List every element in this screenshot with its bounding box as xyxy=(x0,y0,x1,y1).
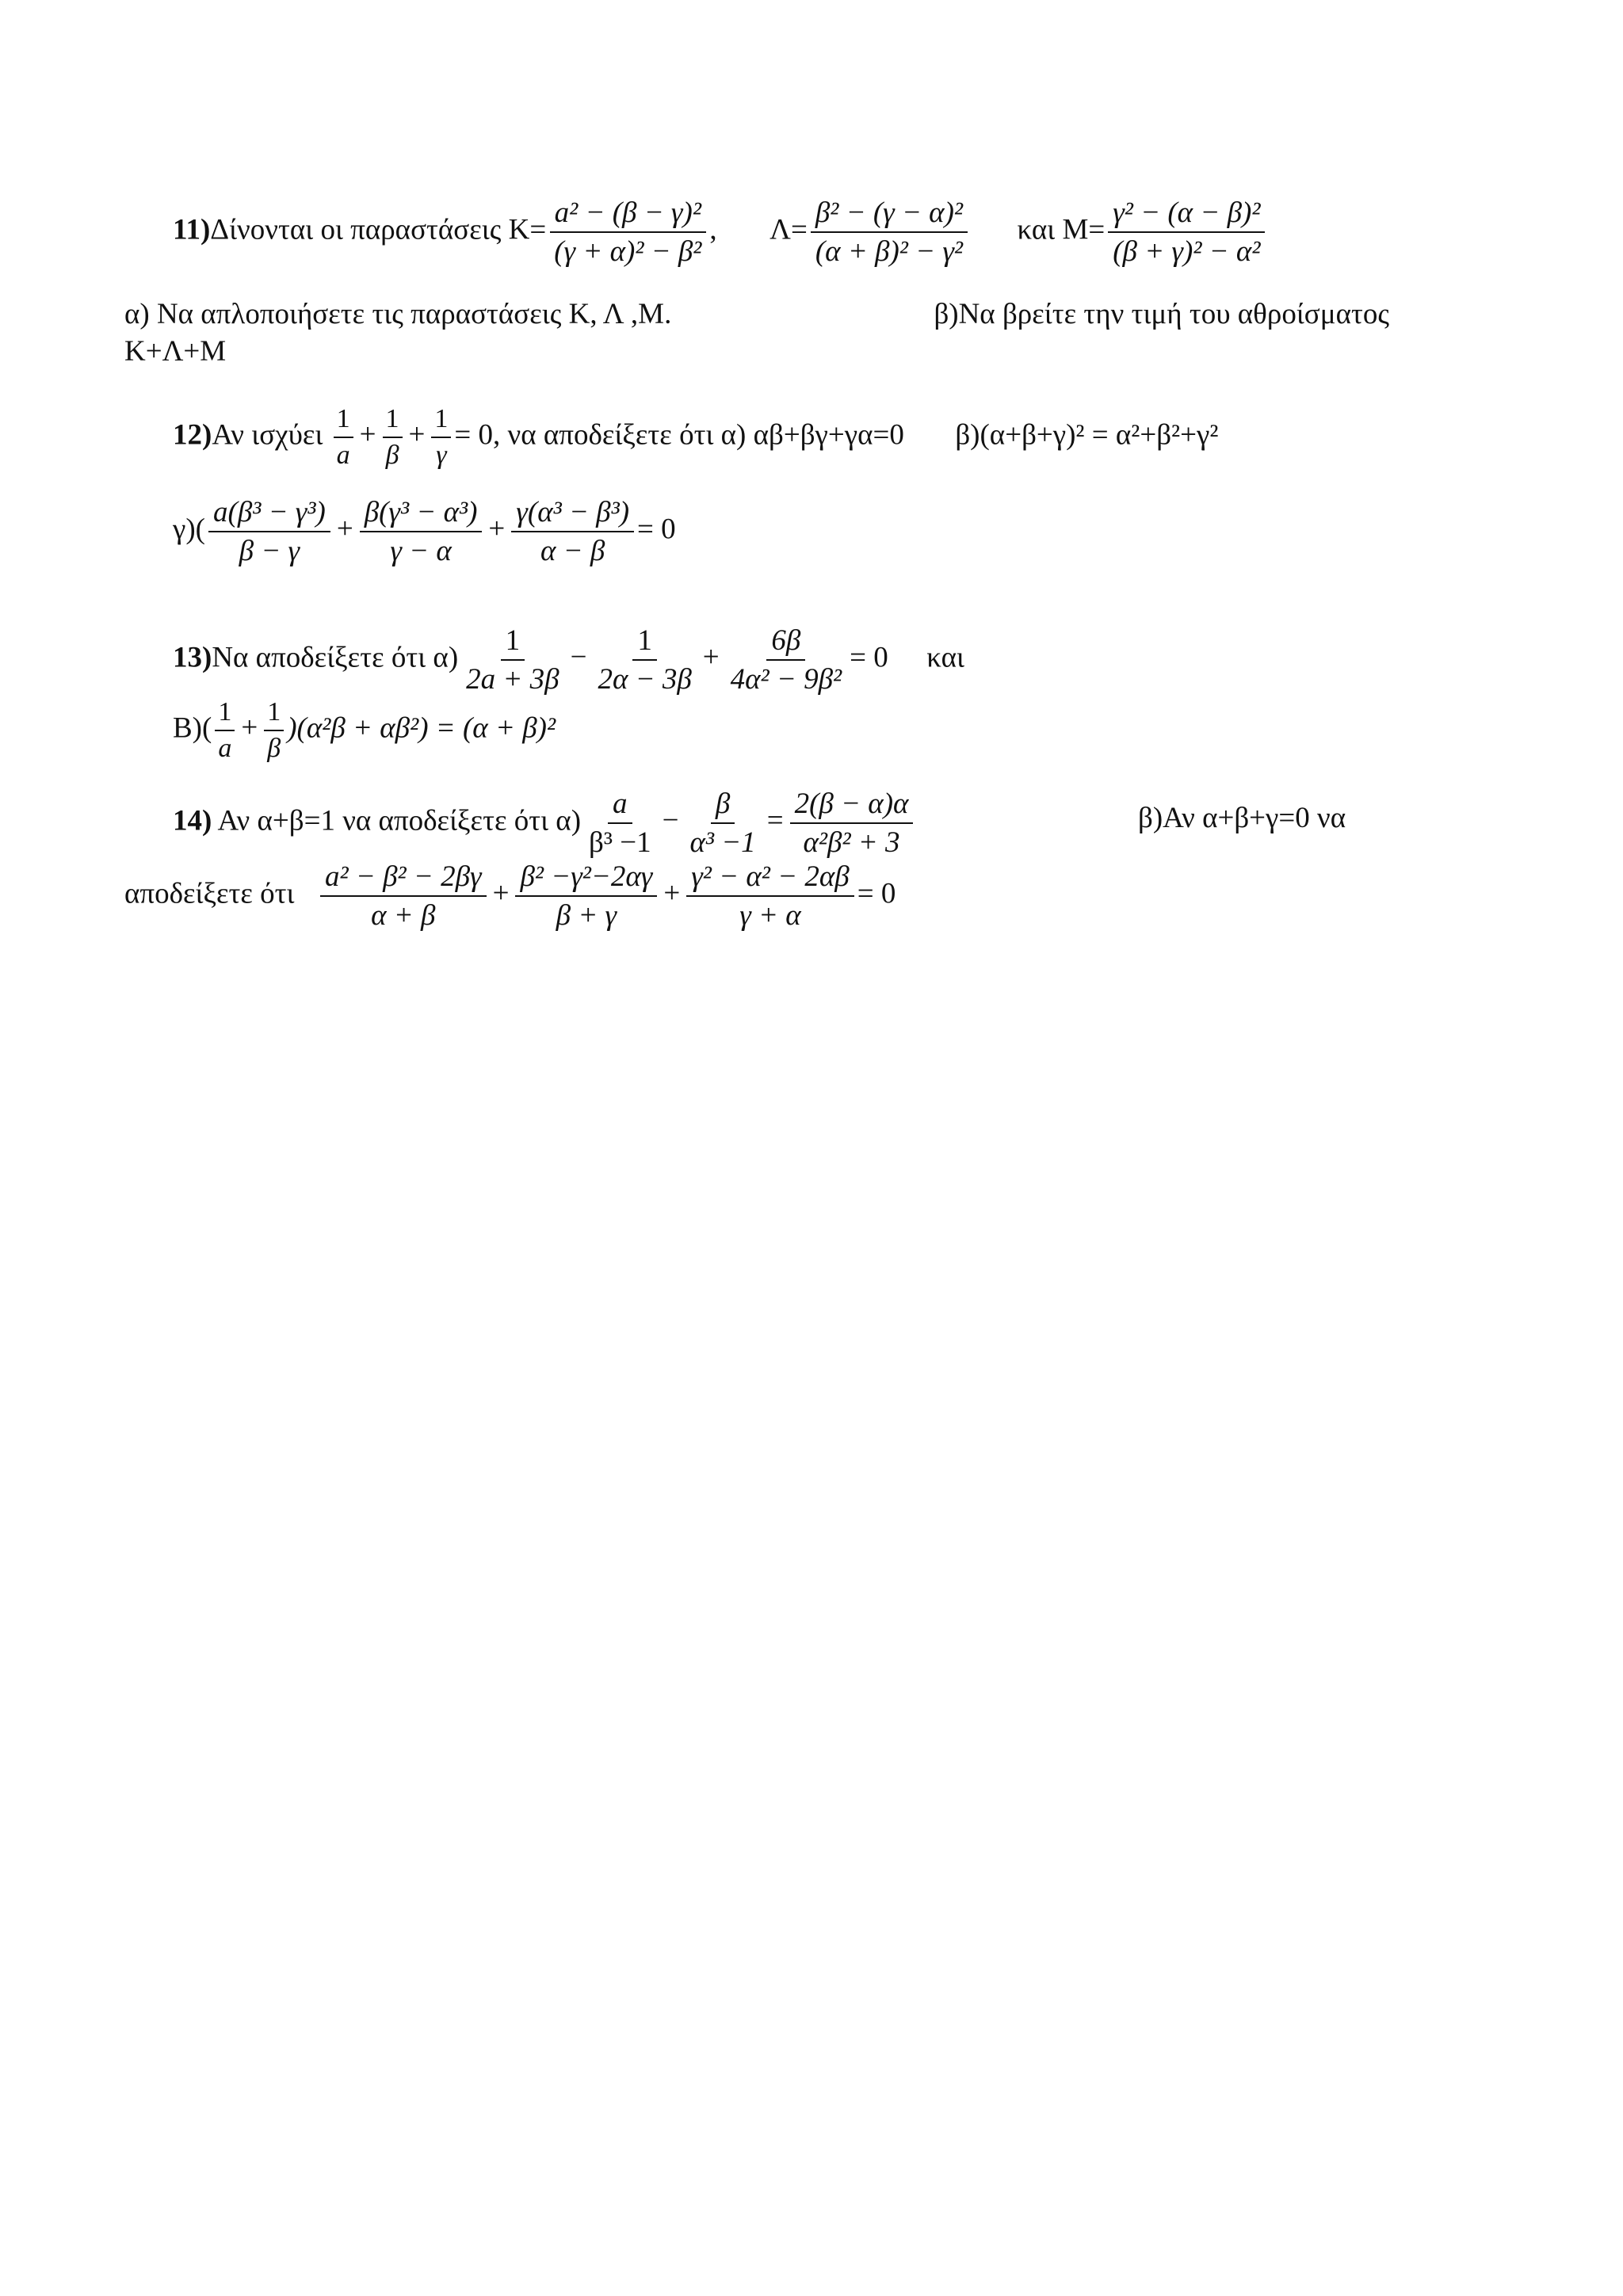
numerator: a² − β² − 2βγ xyxy=(320,862,487,897)
problem-11-line-2 xyxy=(124,299,1389,329)
fraction xyxy=(515,862,657,930)
numerator: 1 xyxy=(383,406,403,438)
numerator: 1 xyxy=(501,626,525,661)
equals-zero: = 0 xyxy=(637,513,676,546)
problem-text: και xyxy=(926,641,964,674)
numerator: 6β xyxy=(766,626,805,661)
problem-text: Αν ισχύει xyxy=(212,418,323,452)
part-label: Β) xyxy=(173,711,202,745)
fraction xyxy=(511,498,634,566)
numerator: 1 xyxy=(632,626,657,661)
denominator: β xyxy=(267,734,281,763)
expression: )(α²β + αβ²) = (α + β)² xyxy=(287,711,556,745)
fraction xyxy=(593,626,696,694)
fraction xyxy=(584,789,656,857)
fraction xyxy=(320,862,487,930)
numerator: β² − (γ − α)² xyxy=(811,198,968,233)
problem-12-line-1: 12)Αν ισχύει $\frac{1}{a}$ + $\frac{1}{\beta}$ + $\frac{1}{\gamma}$ = 0, να αποδείξετε ότι α) αβ+βγ+γα=0 β)(α+β+γ)² = α²+β²+γ² xyxy=(173,404,1219,470)
fraction xyxy=(383,406,403,469)
numerator: a² − (β − γ)² xyxy=(550,198,706,233)
numerator: β xyxy=(711,789,735,824)
and-M-label: και Μ= xyxy=(1017,213,1106,246)
problem-text: , να αποδείξετε ότι α) αβ+βγ+γα=0 xyxy=(493,418,904,452)
denominator: γ − α xyxy=(390,535,452,567)
fraction xyxy=(208,498,330,566)
numerator: 1 xyxy=(264,699,284,731)
denominator: (β + γ)² − α² xyxy=(1113,235,1261,268)
fraction xyxy=(215,699,235,762)
problem-text: α) Να απλοποιήσετε τις παραστάσεις Κ, Λ ,Μ. xyxy=(124,298,672,330)
denominator: α³ −1 xyxy=(689,826,756,859)
numerator: γ² − α² − 2αβ xyxy=(686,862,854,897)
denominator: α²β² + 3 xyxy=(803,826,900,859)
problem-text: αποδείξετε ότι xyxy=(124,877,295,910)
numerator: a xyxy=(608,789,632,824)
problem-number: 14) xyxy=(173,804,212,837)
denominator: β + γ xyxy=(556,899,617,932)
denominator: 4α² − 9β² xyxy=(730,663,842,696)
separator: , xyxy=(709,213,717,246)
problem-text: Κ+Λ+Μ xyxy=(124,335,227,368)
problem-text: Δίνονται οι παραστάσεις Κ= xyxy=(210,213,547,246)
problem-text: β)Αν α+β+γ=0 να xyxy=(1138,802,1346,834)
denominator: a xyxy=(218,734,232,763)
problem-text: β)(α+β+γ)² = α²+β²+γ² xyxy=(955,418,1219,452)
denominator: (α + β)² − γ² xyxy=(815,235,964,268)
fraction xyxy=(360,498,483,566)
equals-zero: = 0 xyxy=(850,641,888,674)
fraction xyxy=(726,626,847,694)
problem-14-part-b xyxy=(1138,803,1346,833)
fraction xyxy=(461,626,563,694)
problem-number: 13) xyxy=(173,641,212,674)
part-label: γ)( xyxy=(173,513,205,546)
problem-text: Αν α+β=1 να αποδείξετε ότι α) xyxy=(217,804,582,837)
numerator: 1 xyxy=(334,406,353,438)
numerator: 1 xyxy=(215,699,235,731)
numerator: β² −γ²−2αγ xyxy=(515,862,657,897)
problem-number: 12) xyxy=(173,418,212,452)
problem-13-line-2: Β)( $\frac{1}{a}$ + $\frac{1}{\beta}$ )(α²β + αβ²) = (α + β)² xyxy=(173,697,556,763)
numerator: γ² − (α − β)² xyxy=(1108,198,1265,233)
numerator: 2(β − α)α xyxy=(790,789,914,824)
denominator: 2a + 3β xyxy=(466,663,559,696)
problem-number: 11) xyxy=(173,213,211,246)
denominator: 2α − 3β xyxy=(598,663,692,696)
denominator: γ xyxy=(436,441,447,470)
problem-11-line-1 xyxy=(173,198,1268,266)
problem-14-line-2: αποδείξετε ότι $\frac{\text{a² − β² − 2βγ}}{\alpha + \beta}$ + $\frac{\text{β² −γ²−2αγ}}{\beta + \gamma}$ + $\frac{\text{γ² − α² − 2αβ}}{\gamma + \alpha}$ = 0 xyxy=(124,860,896,932)
numerator: γ(α³ − β³) xyxy=(511,498,634,532)
fraction xyxy=(686,862,854,930)
numerator: a(β³ − γ³) xyxy=(208,498,330,532)
denominator: (γ + α)² − β² xyxy=(554,235,702,268)
fraction xyxy=(431,406,451,469)
fraction xyxy=(790,789,914,857)
equals-zero: = 0 xyxy=(857,877,896,910)
fraction xyxy=(264,699,284,762)
problem-14-line-1: 14) Αν α+β=1 να αποδείξετε ότι α) $\frac{a}{\text{β³ −1}}$ − $\frac{\beta}{\text{α³ −1}}$ = $\frac{2(\beta - \alpha)\alpha}{\text{α²β² + 3}}$ xyxy=(173,789,916,857)
numerator: 1 xyxy=(431,406,451,438)
fraction xyxy=(334,406,353,469)
fraction xyxy=(685,789,760,857)
denominator: α − β xyxy=(540,535,605,567)
fraction-L xyxy=(811,198,968,266)
denominator: β − γ xyxy=(239,535,300,567)
problem-11-line-3 xyxy=(124,337,226,366)
denominator: γ + α xyxy=(739,899,801,932)
problem-text: Να αποδείξετε ότι α) xyxy=(212,641,459,674)
fraction-K xyxy=(549,198,706,266)
denominator: α + β xyxy=(371,899,436,932)
denominator: β³ −1 xyxy=(589,826,651,859)
lambda-label: Λ= xyxy=(769,213,808,246)
problem-text: β)Να βρείτε την τιμή του αθροίσματος xyxy=(934,298,1389,330)
fraction-M xyxy=(1108,198,1265,266)
numerator: β(γ³ − α³) xyxy=(360,498,483,532)
problem-12-line-2: γ)( $\frac{\text{a(β³ − γ³)}}{\beta - \gamma}$ + $\frac{\text{β(γ³ − α³)}}{\gamma - \alpha}$ + $\frac{\text{γ(α³ − β³)}}{\alpha - \beta}$ = 0 xyxy=(173,496,676,567)
problem-13-line-1: 13)Να αποδείξετε ότι α) $\frac{1}{2a + 3\beta}$ − $\frac{1}{2\alpha - 3\beta}$ + $\frac{6\beta}{\text{4α² − 9β²}}$ = 0 και xyxy=(173,624,964,696)
denominator: a xyxy=(336,441,350,470)
equals-zero: = 0 xyxy=(454,418,494,452)
denominator: β xyxy=(385,441,399,470)
open-paren: ( xyxy=(202,711,212,745)
